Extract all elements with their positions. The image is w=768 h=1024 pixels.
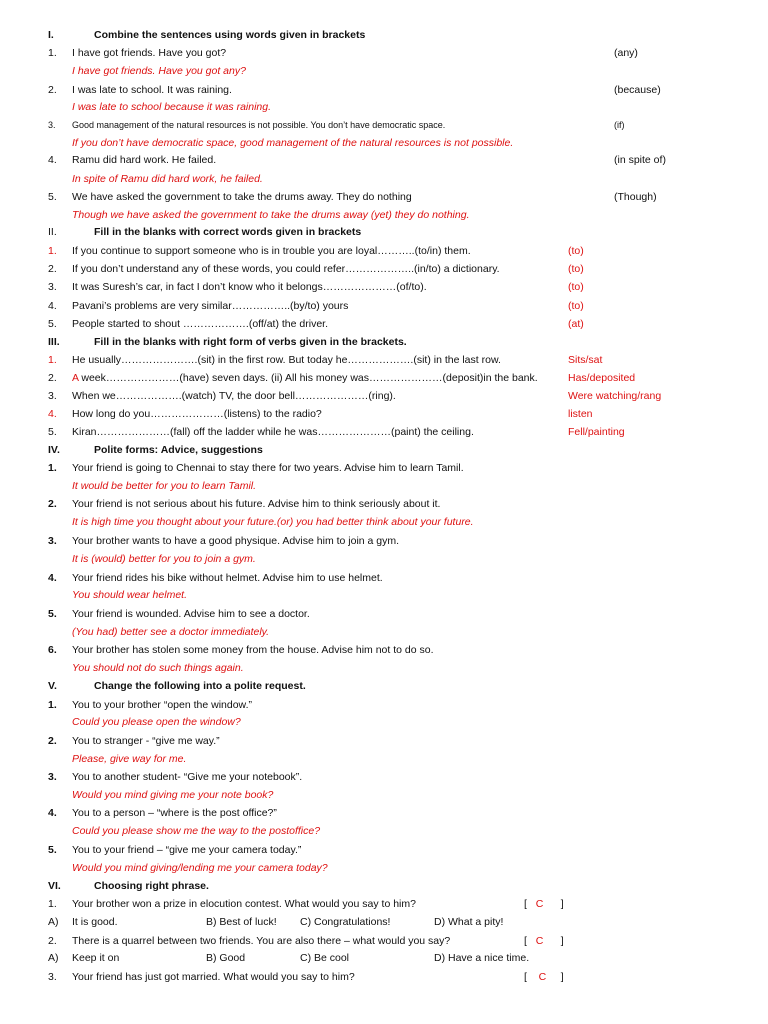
question-number: 1. [48,898,57,910]
option-b: B) Best of luck! [206,916,277,928]
question-row [0,44,768,62]
question-text: It was Suresh’s car, in fact I don’t know who it belongs…………………(of/to). [72,281,427,293]
question-number: 5. [48,426,57,438]
answer-key: Fell/painting [568,426,625,438]
section-title: Choosing right phrase. [94,880,209,892]
question-row [0,605,768,623]
answer-key: Sits/sat [568,354,603,366]
question-row [0,532,768,550]
answer-row [0,62,768,80]
answer-text: It is (would) better for you to join a gym. [72,553,256,565]
bracket-hint: (if) [614,120,625,130]
question-text: Your friend has just got married. What would you say to him? [72,971,355,983]
question-number: 4. [48,572,57,584]
question-row [0,423,768,441]
answer-key: (to) [568,263,584,275]
answer-text: Could you please show me the way to the postoffice? [72,825,321,837]
question-text: You to another student- “Give me your notebook”. [72,771,303,783]
bracket-hint: (Though) [614,191,657,203]
question-row [0,641,768,659]
answer-bracket: [ C ] [524,971,564,983]
question-text: I have got friends. Have you got? [72,47,227,59]
question-row [0,188,768,206]
question-number: 1. [48,462,57,474]
question-number: 4. [48,300,57,312]
question-row [0,242,768,260]
question-row [0,696,768,714]
question-row [0,369,768,387]
section-number: I. [48,29,54,41]
answer-row [0,170,768,188]
answer-row [0,206,768,224]
question-text: Your friend rides his bike without helmet. Advise him to use helmet. [72,572,383,584]
section-6-heading [0,877,768,895]
question-row [0,569,768,587]
answer-text: Would you mind giving me your note book? [72,789,274,801]
answer-key: Were watching/rang [568,390,662,402]
question-text: Your friend is wounded. Advise him to see a doctor. [72,608,310,620]
question-text: When we……………….(watch) TV, the door bell…………………(ring). [72,390,396,402]
question-number: 1. [48,47,57,59]
answer-row [0,134,768,152]
answer-text: If you don’t have democratic space, good management of the natural resources is not possible. [72,137,514,149]
question-number: 3. [48,535,57,547]
bracket-hint: (because) [614,84,661,96]
question-number: 5. [48,191,57,203]
question-text: Your brother won a prize in elocution contest. What would you say to him? [72,898,416,910]
question-number: 2. [48,263,57,275]
section-title: Fill in the blanks with right form of verbs given in the brackets. [94,336,407,348]
question-row [0,351,768,369]
option-d: D) What a pity! [434,916,504,928]
question-text: You to stranger - “give me way.” [72,735,220,747]
section-number: III. [48,336,60,348]
question-text: week…………………(have) seven days. (ii) All his money was…………………(deposit)in the bank. [78,372,538,384]
answer-row [0,550,768,568]
question-number: 3. [48,971,57,983]
answer-row [0,586,768,604]
answer-key: (at) [568,318,584,330]
answer-row [0,513,768,531]
question-text: Your friend is not serious about his future. Advise him to think seriously about it. [72,498,441,510]
question-row [0,804,768,822]
answer-letter: C [535,935,544,947]
option-a: Keep it on [72,952,120,964]
section-1-heading [0,26,768,44]
question-text: Your brother wants to have a good physique. Advise him to join a gym. [72,535,400,547]
answer-text: Would you mind giving/lending me your camera today? [72,862,328,874]
question-number: 4. [48,154,57,166]
option-d: D) Have a nice time. [434,952,530,964]
answer-text: You should not do such things again. [72,662,244,674]
answer-row [0,786,768,804]
answer-row [0,477,768,495]
section-number: V. [48,680,57,692]
question-text: If you don’t understand any of these words, you could refer………………..(in/to) a dictionary. [72,263,500,275]
section-number: IV. [48,444,60,456]
question-text: Your brother has stolen some money from the house. Advise him not to do so. [72,644,434,656]
question-text: Kiran…………………(fall) off the ladder while he was…………………(paint) the ceiling. [72,426,474,438]
question-row [0,932,768,950]
answer-text: You should wear helmet. [72,589,187,601]
section-2-heading [0,223,768,241]
question-text: Pavani’s problems are very similar……………..(by/to) yours [72,300,349,312]
question-row [0,495,768,513]
question-text: You to a person – “where is the post office?” [72,807,277,819]
question-text: If you continue to support someone who is in trouble you are loyal………..(to/in) them. [72,245,471,257]
question-number: 2. [48,84,57,96]
question-number: 2. [48,735,57,747]
answer-bracket: [ C ] [524,898,564,910]
answer-row [0,859,768,877]
section-4-heading [0,441,768,459]
bracket-hint: (in spite of) [614,154,666,166]
option-label: A) [48,952,59,964]
answer-key: Has/deposited [568,372,636,384]
question-row [0,81,768,99]
answer-text: Though we have asked the government to take the drums away (yet) they do nothing. [72,209,470,221]
question-text: There is a quarrel between two friends. You are also there – what would you say? [72,935,451,947]
answer-row [0,659,768,677]
question-lead-word: A [72,372,79,384]
question-row [0,297,768,315]
question-text: Ramu did hard work. He failed. [72,154,217,166]
question-number: 3. [48,390,57,402]
question-row [0,732,768,750]
answer-text: It is high time you thought about your future.(or) you had better think about your future. [72,516,474,528]
question-row [0,895,768,913]
question-text: You to your friend – “give me your camera today.” [72,844,302,856]
question-row [0,768,768,786]
question-number: 5. [48,844,57,856]
question-number: 3. [48,281,57,293]
answer-row [0,98,768,116]
question-number: 5. [48,608,57,620]
question-row [0,260,768,278]
question-row [0,841,768,859]
question-row [0,151,768,169]
question-text: People started to shout ……………….(off/at) the driver. [72,318,328,330]
options-row [0,949,768,967]
options-row [0,913,768,931]
section-title: Change the following into a polite request. [94,680,306,692]
section-5-heading [0,677,768,695]
question-number: 1. [48,354,57,366]
question-text: Good management of the natural resources is not possible. You don’t have democratic space. [72,120,446,130]
question-number: 3. [48,771,57,783]
option-label: A) [48,916,59,928]
question-text: You to your brother “open the window.” [72,699,252,711]
question-text: He usually………………….(sit) in the first row. But today he……………….(sit) in the last row. [72,354,501,366]
option-b: B) Good [206,952,246,964]
answer-key: (to) [568,300,584,312]
question-number: 3. [48,120,56,130]
question-number: 4. [48,408,57,420]
answer-key: (to) [568,245,584,257]
section-title: Fill in the blanks with correct words given in brackets [94,226,362,238]
answer-row [0,713,768,731]
question-row [0,278,768,296]
answer-text: In spite of Ramu did hard work, he failed. [72,173,263,185]
question-row [0,968,768,986]
section-number: II. [48,226,57,238]
answer-key: (to) [568,281,584,293]
section-title: Polite forms: Advice, suggestions [94,444,263,456]
question-row [0,387,768,405]
question-text: We have asked the government to take the drums away. They do nothing [72,191,412,203]
question-number: 1. [48,245,57,257]
answer-letter: C [538,971,547,983]
question-number: 2. [48,498,57,510]
answer-text: I have got friends. Have you got any? [72,65,246,77]
option-c: C) Congratulations! [300,916,391,928]
question-number: 2. [48,935,57,947]
answer-bracket: [ C ] [524,935,564,947]
question-number: 4. [48,807,57,819]
question-number: 6. [48,644,57,656]
section-number: VI. [48,880,61,892]
answer-key: listen [568,408,593,420]
answer-text: (You had) better see a doctor immediately. [72,626,270,638]
answer-text: Please, give way for me. [72,753,187,765]
question-row [0,315,768,333]
question-number: 1. [48,699,57,711]
section-title: Combine the sentences using words given in brackets [94,29,366,41]
option-a: It is good. [72,916,118,928]
section-3-heading [0,333,768,351]
answer-text: I was late to school because it was raining. [72,101,272,113]
question-row [0,459,768,477]
question-row [0,116,768,134]
answer-row [0,623,768,641]
answer-text: Could you please open the window? [72,716,241,728]
question-number: 2. [48,372,57,384]
answer-letter: C [535,898,544,910]
question-number: 5. [48,318,57,330]
question-text: I was late to school. It was raining. [72,84,232,96]
option-c: C) Be cool [300,952,350,964]
answer-row [0,822,768,840]
bracket-hint: (any) [614,47,638,59]
answer-row [0,750,768,768]
question-row [0,405,768,423]
answer-text: It would be better for you to learn Tamil. [72,480,257,492]
question-text: How long do you…………………(listens) to the radio? [72,408,322,420]
question-text: Your friend is going to Chennai to stay there for two years. Advise him to learn Tamil. [72,462,464,474]
